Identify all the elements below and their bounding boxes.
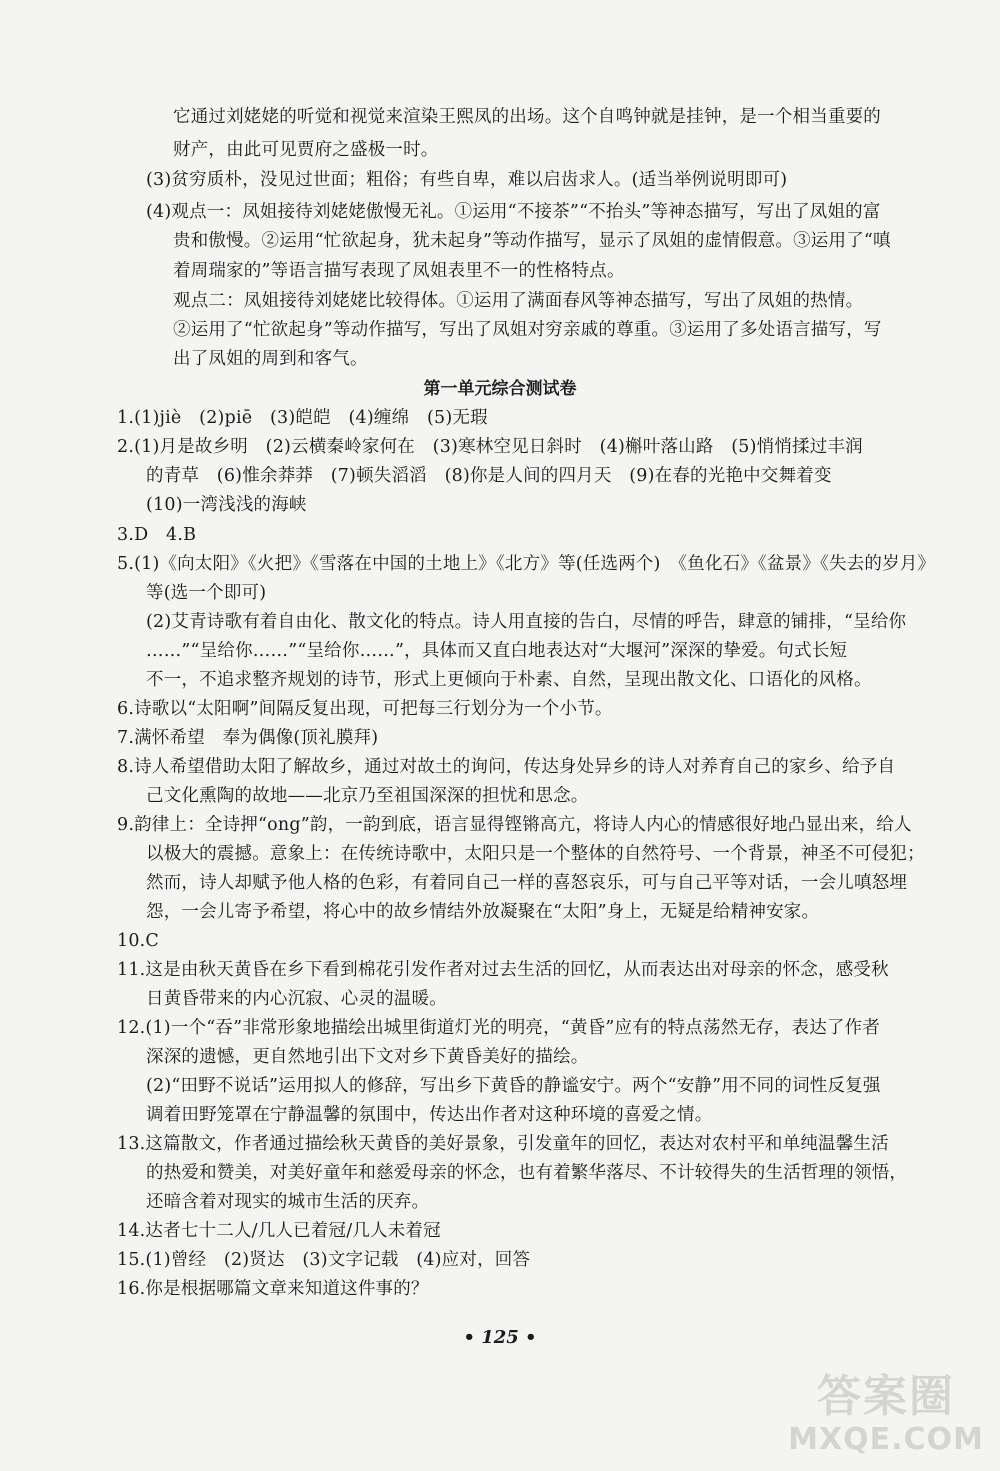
text-line: 5.(1)《向太阳》《火把》《雪落在中国的土地上》《北方》等(任选两个) 《鱼化石》《盆景》《失去的岁月》: [117, 554, 936, 574]
text-line: 贵和傲慢。②运用“忙欲起身，犹未起身”等动作描写，显示了凤姐的虚情假意。③运用了“嗔: [173, 231, 891, 251]
text-line: 着周瑞家的”等语言描写表现了凤姐表里不一的性格特点。: [173, 261, 625, 281]
watermark-logo: [786, 1371, 986, 1463]
text-line: 出了凤姐的周到和客气。: [173, 349, 368, 369]
text-line: (4)观点一：凤姐接待刘姥姥傲慢无礼。①运用“不接茶”“不抬头”等神态描写，写出了凤姐的富: [146, 202, 881, 222]
text-line: (3)贫穷质朴，没见过世面；粗俗；有些自卑，难以启齿求人。(适当举例说明即可): [146, 170, 788, 190]
text-line: 深深的遗憾，更自然地引出下文对乡下黄昏美好的描绘。: [146, 1047, 589, 1067]
text-line: 等(选一个即可): [146, 583, 267, 603]
text-line: 的热爱和赞美，对美好童年和慈爱母亲的怀念，也有着繁华落尽、不计较得失的生活哲理的领悟，: [146, 1163, 908, 1183]
text-line: 2.(1)月是故乡明 (2)云横秦岭家何在 (3)寒林空见日斜时 (4)槲叶落山路 (5)悄悄揉过丰润: [117, 437, 863, 457]
text-line: 7.满怀希望 奉为偶像(顶礼膜拜): [117, 728, 379, 748]
section-title: 第一单元综合测试卷: [423, 379, 577, 399]
text-line: 不一，不追求整齐规划的诗节，形式上更倾向于朴素、自然，呈现出散文化、口语化的风格。: [146, 670, 872, 690]
text-line: 还暗含着对现实的城市生活的厌弃。: [146, 1192, 430, 1212]
text-line: 16.你是根据哪篇文章来知道这件事的？: [117, 1279, 429, 1299]
text-line: ②运用了“忙欲起身”等动作描写，写出了凤姐对穷亲戚的尊重。③运用了多处语言描写，写: [173, 320, 882, 340]
text-line: 8.诗人希望借助太阳了解故乡，通过对故土的询问，传达身处异乡的诗人对养育自己的家乡、给予自: [117, 757, 896, 777]
text-line: ……”“呈给你……”“呈给你……”，具体而又直白地表达对“大堰河”深深的挚爱。句式长短: [146, 641, 848, 661]
text-line: 观点二：凤姐接待刘姥姥比较得体。①运用了满面春风等神态描写，写出了凤姐的热情。: [173, 291, 864, 311]
text-line: 己文化熏陶的故地——北京乃至祖国深深的担忧和思念。: [146, 786, 589, 806]
text-line: 14.达者七十二人/几人已着冠/几人未着冠: [117, 1221, 441, 1241]
text-line: (2)“田野不说话”运用拟人的修辞，写出乡下黄昏的静谧安宁。两个“安静”用不同的词性反复强: [146, 1076, 881, 1096]
text-line: 15.(1)曾经 (2)贤达 (3)文字记载 (4)应对，回答: [117, 1250, 531, 1270]
text-line: 1.(1)jiè (2)piē (3)皑皑 (4)缠绵 (5)无瑕: [117, 408, 488, 428]
text-line: 然而，诗人却赋予他人格的色彩，有着同自己一样的喜怒哀乐，可与自己平等对话，一会儿嗔怒埋: [146, 873, 908, 893]
text-line: (10)一湾浅浅的海峡: [146, 495, 307, 515]
text-line: 以极大的震撼。意象上：在传统诗歌中，太阳只是一个整体的自然符号、一个背景，神圣不可侵犯；: [146, 844, 925, 864]
text-line: 日黄昏带来的内心沉寂、心灵的温暖。: [146, 989, 447, 1009]
text-line: 12.(1)一个“吞”非常形象地描绘出城里街道灯光的明亮，“黄昏”应有的特点荡然无存，表达了作者: [117, 1018, 881, 1038]
text-line: 怨，一会儿寄予希望，将心中的故乡情结外放凝聚在“太阳”身上，无疑是给精神安家。: [146, 902, 820, 922]
text-line: 11.这是由秋天黄昏在乡下看到棉花引发作者对过去生活的回忆，从而表达出对母亲的怀念，感受秋: [117, 960, 889, 980]
text-line: 它通过刘姥姥的听觉和视觉来渲染王熙凤的出场。这个自鸣钟就是挂钟，是一个相当重要的: [173, 107, 881, 127]
page-number: • 125 •: [463, 1327, 537, 1348]
text-line: 的青草 (6)惟余莽莽 (7)顿失滔滔 (8)你是人间的四月天 (9)在春的光艳中交舞着变: [146, 466, 832, 486]
text-line: 调着田野笼罩在宁静温馨的氛围中，传达出作者对这种环境的喜爱之情。: [146, 1105, 713, 1125]
text-line: 10.C: [117, 931, 160, 951]
text-line: 财产，由此可见贾府之盛极一时。: [173, 140, 439, 160]
text-line: 3.D 4.B: [117, 525, 197, 545]
watermark-text: 答案圈: [817, 1371, 955, 1422]
text-line: (2)艾青诗歌有着自由化、散文化的特点。诗人用直接的告白，尽情的呼告，肆意的铺排，“呈给你: [146, 612, 907, 632]
text-line: 9.韵律上：全诗押“ong”韵，一韵到底，语言显得铿锵高亢，将诗人内心的情感很好地凸显出来，给人: [117, 815, 912, 835]
watermark-url: MXQE.COM: [788, 1422, 984, 1457]
text-line: 6.诗歌以“太阳啊”间隔反复出现，可把每三行划分为一个小节。: [117, 699, 613, 719]
text-line: 13.这篇散文，作者通过描绘秋天黄昏的美好景象，引发童年的回忆，表达对农村平和单纯温馨生活: [117, 1134, 889, 1154]
